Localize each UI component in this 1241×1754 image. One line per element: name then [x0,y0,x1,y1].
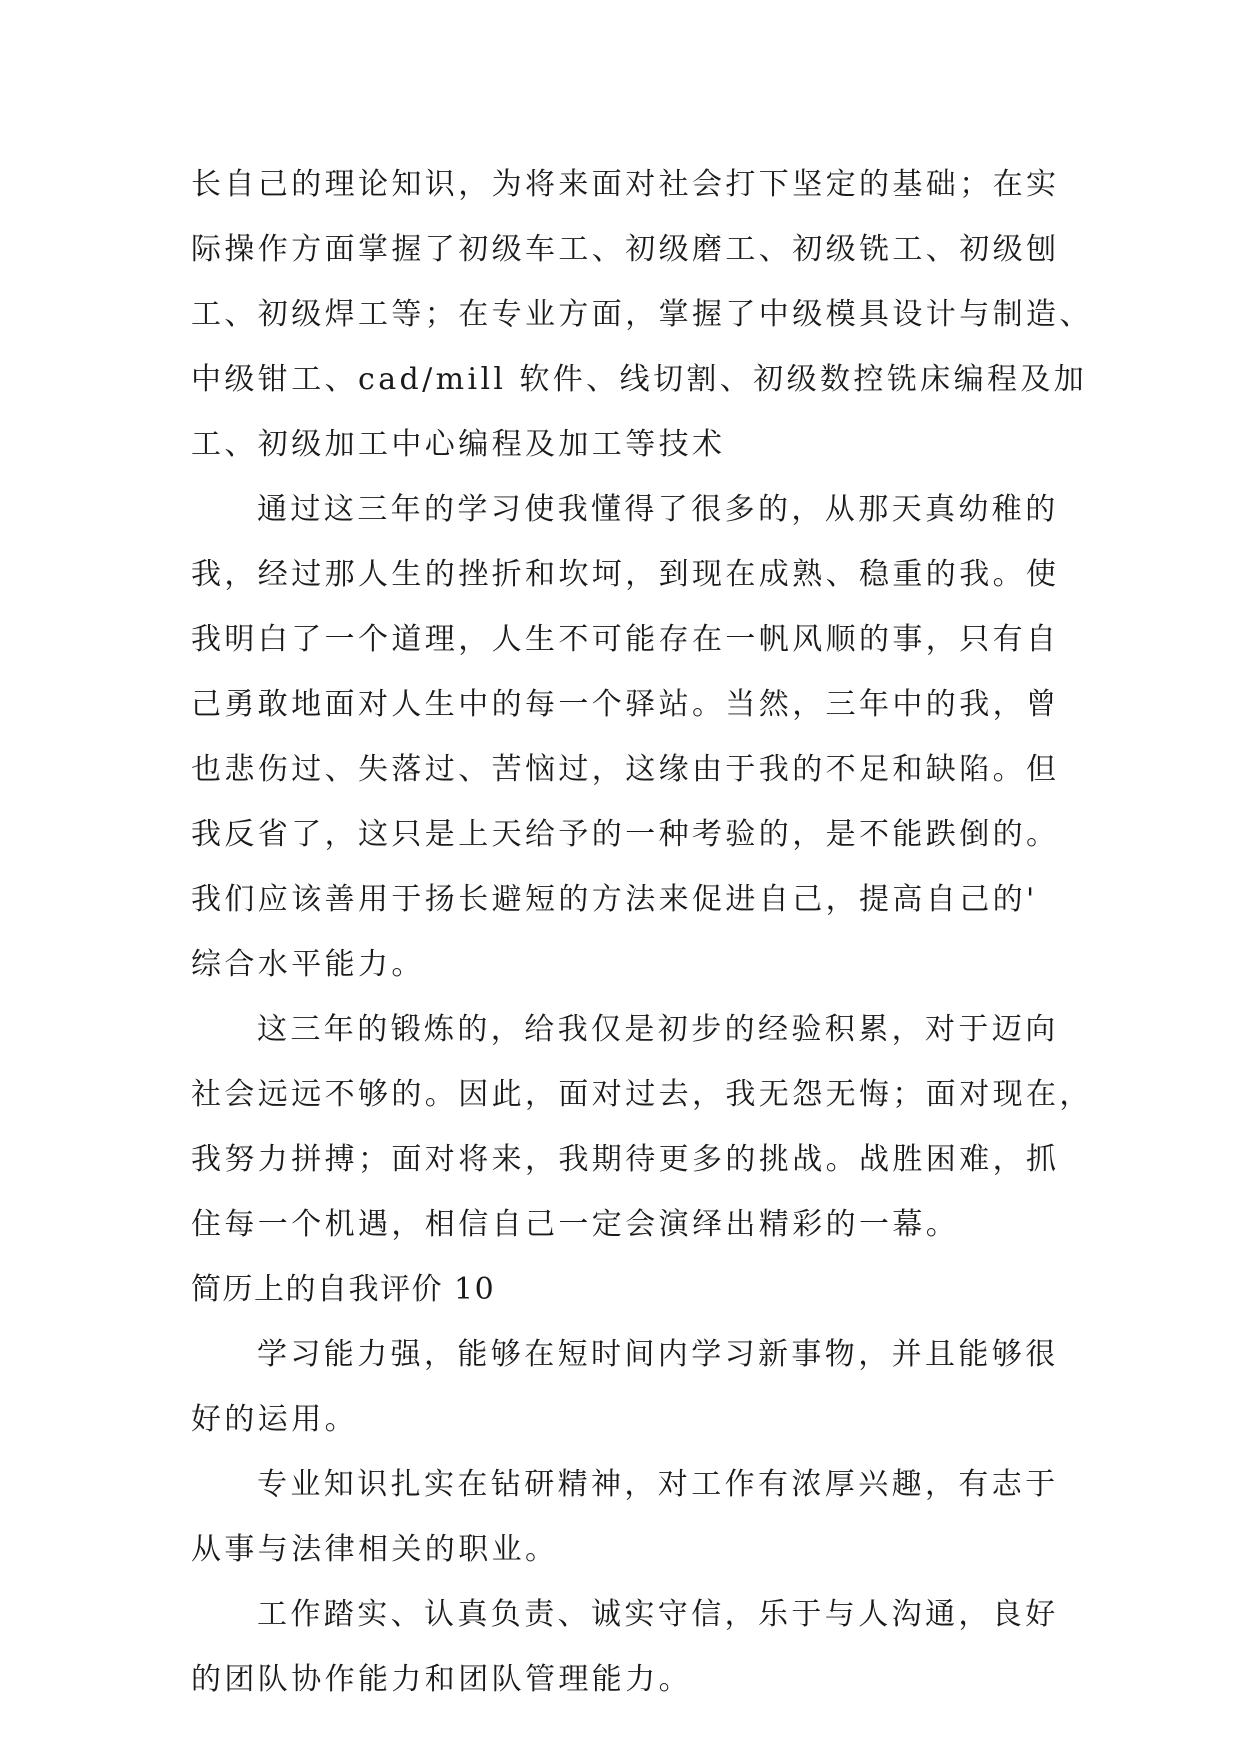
text-line: 通过这三年的学习使我懂得了很多的，从那天真幼稚的 [257,492,1059,527]
text-line: 我反省了，这只是上天给予的一种考验的，是不能跌倒的。 [191,817,1060,852]
section-heading: 简历上的自我评价 10 [191,1272,496,1307]
text-line: 工作踏实、认真负责、诚实守信，乐于与人沟通，良好 [257,1597,1059,1632]
text-line: 我明白了一个道理，人生不可能存在一帆风顺的事，只有自 [191,622,1060,657]
text-line: 中级钳工、cad/mill 软件、线切割、初级数控铣床编程及加 [191,362,1088,397]
paragraph-5 [191,1452,1059,1582]
text-line: 我们应该善用于扬长避短的方法来促进自己，提高自己的' [191,882,1038,917]
text-line: 专业知识扎实在钻研精神，对工作有浓厚兴趣，有志于 [257,1467,1059,1502]
text-line: 我努力拼搏；面对将来，我期待更多的挑战。战胜困难，抓 [191,1142,1060,1177]
text-line: 也悲伤过、失落过、苦恼过，这缘由于我的不足和缺陷。但 [191,752,1060,787]
text-line: 工、初级加工中心编程及加工等技术 [191,427,726,462]
text-line: 的团队协作能力和团队管理能力。 [191,1662,692,1697]
paragraph-4 [191,1322,1059,1452]
text-line: 社会远远不够的。因此，面对过去，我无怨无悔；面对现在， [191,1077,1093,1112]
paragraph-6 [191,1582,1059,1712]
text-line: 我，经过那人生的挫折和坎坷，到现在成熟、稳重的我。使 [191,557,1060,592]
paragraph-3 [191,997,1093,1257]
text-line: 际操作方面掌握了初级车工、初级磨工、初级铣工、初级刨 [191,232,1060,267]
text-line: 综合水平能力。 [191,947,425,982]
text-line: 学习能力强，能够在短时间内学习新事物，并且能够很 [257,1337,1059,1372]
text-line: 己勇敢地面对人生中的每一个驿站。当然，三年中的我，曾 [191,687,1060,722]
text-line: 长自己的理论知识，为将来面对社会打下坚定的基础；在实 [191,167,1060,202]
text-line: 好的运用。 [191,1402,358,1437]
paragraph-2 [191,477,1060,997]
text-line: 这三年的锻炼的，给我仅是初步的经验积累，对于迈向 [257,1012,1059,1047]
text-line: 从事与法律相关的职业。 [191,1532,559,1567]
text-line: 工、初级焊工等；在专业方面，掌握了中级模具设计与制造、 [191,297,1093,332]
paragraph-1 [191,152,1093,477]
document-page [191,152,1093,1712]
text-line: 住每一个机遇，相信自己一定会演绎出精彩的一幕。 [191,1207,960,1242]
